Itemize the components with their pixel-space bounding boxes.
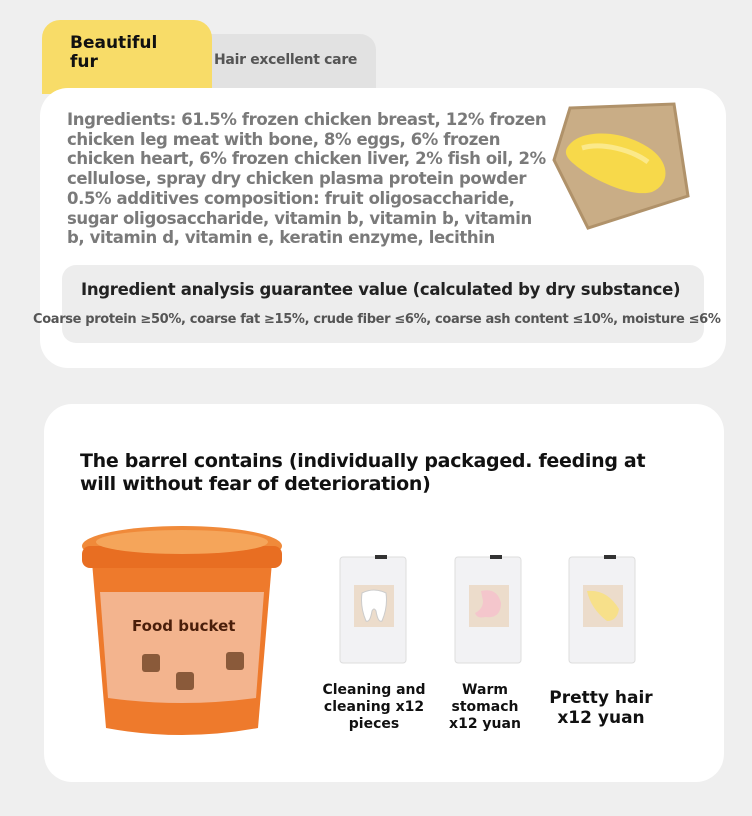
analysis-values: Coarse protein ≥50%, coarse fat ≥15%, crude fiber ≤6%, coarse ash content ≤10%, moisture ≤6% (33, 312, 721, 327)
contents-title: The barrel contains (individually packaged. feeding at will without fear of deterioration) (80, 450, 646, 495)
analysis-heading: Ingredient analysis guarantee value (calculated by dry substance) (81, 280, 681, 299)
tab-label: Beautiful fur (70, 33, 158, 72)
stomach-treat-bag-image (453, 553, 523, 665)
freeze-dried-cube-image (552, 100, 692, 230)
tooth-treat-bag-image (338, 553, 408, 665)
analysis-box (62, 265, 704, 343)
bucket-label: Food bucket (132, 617, 236, 635)
item-label-stomach: Warm stomach x12 yuan (449, 682, 521, 732)
item-label-hair: Pretty hair x12 yuan (549, 688, 653, 728)
tab-hair-excellent-care[interactable] (190, 34, 376, 94)
item-label-cleaning: Cleaning and cleaning x12 pieces (322, 682, 426, 732)
ingredients-text: Ingredients: 61.5% frozen chicken breast, 12% frozen chicken leg meat with bone, 8% eggs, 6% frozen chicken heart, 6% frozen chicken liver, 2% fish oil, 2% cellulose, spray dry chicken plasma protein powder 0.5% additives composition: fruit oligosaccharide, sugar oligosaccharide, vitamin b, vitamin b, vitamin b, vitamin d, vitamin e, keratin enzyme, lecithin (67, 110, 547, 248)
tab-beautiful-fur[interactable] (42, 20, 212, 94)
tab-label: Hair excellent care (214, 52, 358, 68)
hair-treat-bag-image (567, 553, 637, 665)
